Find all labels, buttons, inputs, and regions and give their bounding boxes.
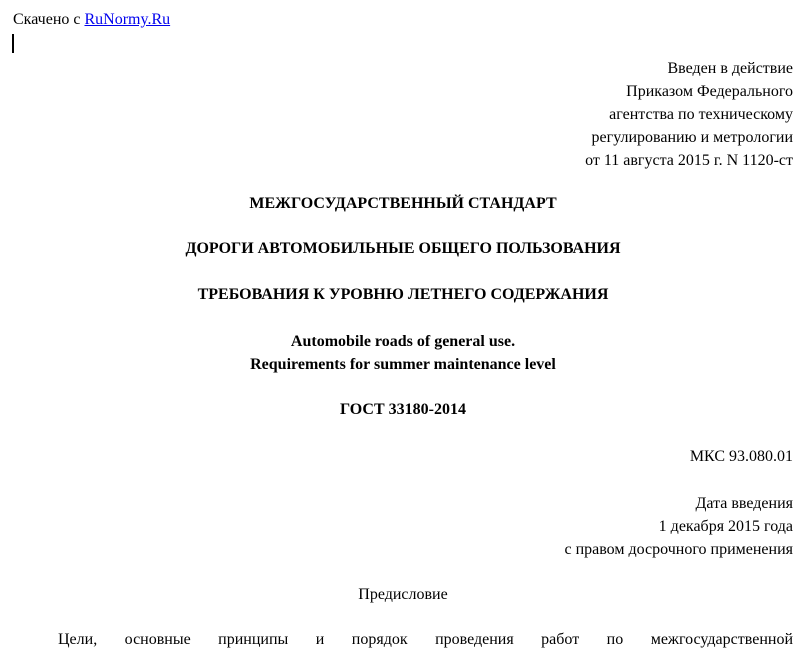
intro-date-line: 1 декабря 2015 года xyxy=(658,518,793,535)
document-subtitle: ТРЕБОВАНИЯ К УРОВНЮ ЛЕТНЕГО СОДЕРЖАНИЯ xyxy=(197,286,609,303)
approval-line: от 11 августа 2015 г. N 1120-ст xyxy=(585,152,793,169)
approval-line: агентства по техническому xyxy=(609,106,793,123)
source-line xyxy=(13,9,170,31)
source-prefix: Скачено с xyxy=(13,11,85,28)
approval-line: Введен в действие xyxy=(667,60,793,77)
approval-block xyxy=(585,57,793,172)
approval-line: регулированию и метрологии xyxy=(591,129,793,146)
intro-date-block xyxy=(564,492,793,561)
english-title-line: Requirements for summer maintenance level xyxy=(250,356,556,373)
intro-date-line: с правом досрочного применения xyxy=(564,541,793,558)
approval-line: Приказом Федерального xyxy=(626,83,793,100)
foreword-heading: Предисловие xyxy=(358,586,448,603)
document-title: ДОРОГИ АВТОМОБИЛЬНЫЕ ОБЩЕГО ПОЛЬЗОВАНИЯ xyxy=(185,240,621,257)
english-title xyxy=(0,330,799,376)
text-cursor xyxy=(12,34,14,53)
standard-type-heading: МЕЖГОСУДАРСТВЕННЫЙ СТАНДАРТ xyxy=(249,195,557,212)
source-link[interactable]: RuNormy.Ru xyxy=(84,11,171,28)
foreword-paragraph: Цели, основные принципы и порядок проведения работ по межгосударственной xyxy=(58,631,793,648)
english-title-line: Automobile roads of general use. xyxy=(290,333,516,350)
mks-code: МКС 93.080.01 xyxy=(689,448,793,465)
standard-code: ГОСТ 33180-2014 xyxy=(340,401,466,418)
intro-date-line: Дата введения xyxy=(695,495,793,512)
